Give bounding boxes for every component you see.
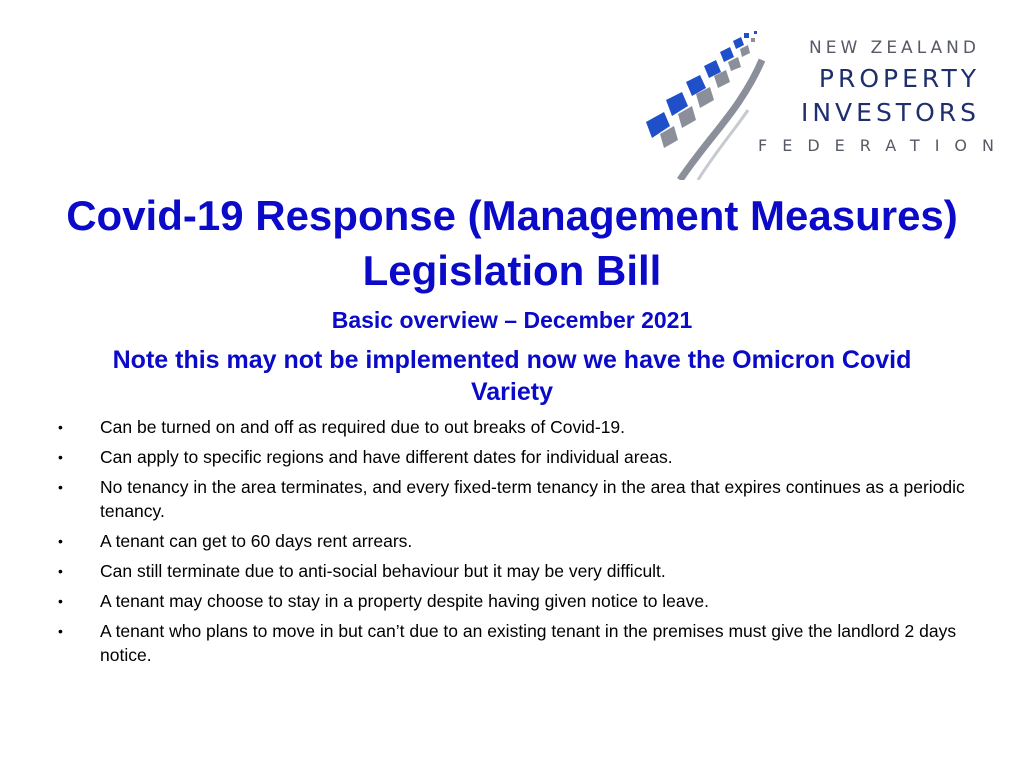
bullet-icon: •	[58, 563, 63, 579]
bullet-item	[58, 445, 978, 469]
bullet-text: Can apply to specific regions and have different dates for individual areas.	[100, 447, 673, 467]
bullet-text: Can be turned on and off as required due to out breaks of Covid-19.	[100, 417, 626, 437]
bullet-item	[58, 529, 978, 553]
logo-text-new-zealand: NEW ZEALAND	[809, 38, 980, 58]
bullet-item	[58, 415, 978, 439]
logo-text-investors: INVESTORS	[800, 98, 980, 127]
logo-text-federation: FEDERATION	[758, 136, 1009, 155]
bullet-text: A tenant can get to 60 days rent arrears.	[100, 531, 413, 551]
slide-subtitle: Basic overview – December 2021	[331, 307, 693, 333]
bullet-text: No tenancy in the area terminates, and every fixed-term tenancy in the area that expires continues as a periodic tenancy.	[100, 477, 965, 521]
bullet-text: A tenant may choose to stay in a property despite having given notice to leave.	[100, 591, 709, 611]
bullet-list	[58, 415, 978, 673]
logo-mark-icon	[640, 30, 775, 180]
bullet-icon: •	[58, 479, 63, 495]
bullet-item	[58, 475, 978, 523]
slide-title: Covid-19 Response (Management Measures) Legislation Bill	[66, 192, 958, 294]
nzpif-logo	[640, 30, 1009, 180]
bullet-icon: •	[58, 419, 63, 435]
bullet-icon: •	[58, 623, 63, 639]
bullet-item	[58, 559, 978, 583]
logo-wordmark	[758, 38, 1009, 160]
logo-text-property: PROPERTY	[818, 64, 980, 93]
bullet-text: Can still terminate due to anti-social behaviour but it may be very difficult.	[100, 561, 666, 581]
bullet-text: A tenant who plans to move in but can’t due to an existing tenant in the premises must give the landlord 2 days notice.	[100, 621, 957, 665]
bullet-icon: •	[58, 593, 63, 609]
bullet-icon: •	[58, 449, 63, 465]
bullet-item	[58, 619, 978, 667]
bullet-item	[58, 589, 978, 613]
bullet-icon: •	[58, 533, 63, 549]
omicron-note: Note this may not be implemented now we have the Omicron Covid Variety	[112, 346, 912, 406]
